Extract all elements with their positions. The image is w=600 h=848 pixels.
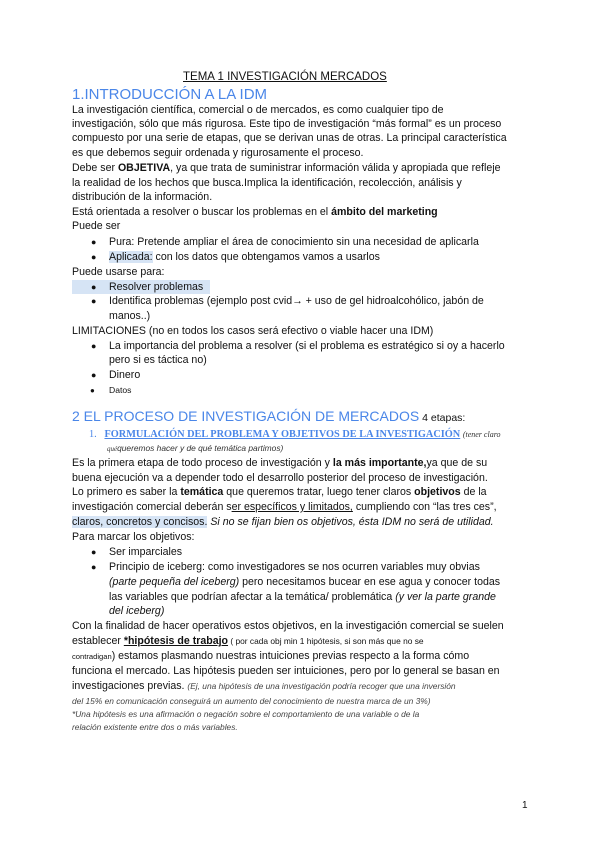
objetiva-paragraph: Debe ser OBJETIVA, ya que trata de suministrar información válida y apropiada que refleje (72, 162, 501, 174)
intro-paragraph-line: es que debemos seguir ordenada y rigurosamente el proceso. (72, 147, 364, 159)
stage1-paragraph-line: Lo primero es saber la temática que queremos tratar, luego tener claros objetivos de la (72, 486, 487, 498)
uses-label: Puede usarse para: (72, 266, 165, 278)
hypothesis-definition-line: relación existente entre dos o más variables. (72, 722, 238, 732)
limitation-item: Dinero (109, 369, 141, 381)
subsection-heading: 1. FORMULACIÓN DEL PROBLEMA Y OBJETIVOS DE LA INVESTIGACIÓN (tener claro (89, 429, 501, 440)
page-number: 1 (522, 800, 528, 811)
bullet-icon: ● (91, 282, 97, 292)
subsection-note: quéqueremos hacer y de qué temática partimos) (107, 443, 284, 453)
objetiva-paragraph-line: la realidad de los hechos que busca.Implica la identificación, recolección, análisis y (72, 177, 462, 189)
bullet-icon: ● (91, 341, 97, 351)
objective-item: Ser imparciales (109, 546, 183, 558)
bullet-icon: ● (90, 386, 95, 395)
objective-item-line: (parte pequeña del iceberg) pero necesitamos bucear en ese agua y conocer todas (109, 576, 501, 588)
use-item: Identifica problemas (ejemplo post cvid→ + uso de gel hidroalcohólico, jabón de (109, 295, 484, 307)
type-aplicada: Aplicada: con los datos que obtengamos vamos a usarlos (109, 251, 380, 263)
objetiva-paragraph-line: distribución de la información. (72, 191, 213, 203)
section-2-heading: 2 EL PROCESO DE INVESTIGACIÓN DE MERCADOS 4 etapas: (72, 408, 466, 424)
hypothesis-paragraph-line: funciona el mercado. Las hipótesis pueden ser intuiciones, pero por lo general se basan en (72, 665, 500, 677)
document-title: TEMA 1 INVESTIGACIÓN MERCADOS (183, 71, 387, 83)
limitation-item: Datos (109, 385, 132, 395)
hypothesis-paragraph-line: establecer *hipótesis de trabajo ( por cada obj min 1 hipótesis, si son más que no se (72, 635, 424, 647)
limitations-label: LIMITACIONES (no en todos los casos será efectivo o viable hacer una IDM) (72, 325, 434, 337)
bullet-icon: ● (91, 562, 97, 572)
puede-ser-label: Puede ser (72, 220, 121, 232)
stage1-paragraph-line: buena ejecución va a depender todo el desarrollo posterior del proceso de investigación. (72, 472, 488, 484)
stage1-paragraph-line: claros, concretos y concisos. Si no se fijan bien os objetivos, ésta IDM no será de utilidad. (72, 516, 494, 528)
bullet-icon: ● (91, 296, 97, 306)
hypothesis-paragraph-line: investigaciones previas. (Ej, una hipótesis de una investigación podría recoger que una inversión (72, 680, 456, 692)
type-pura: Pura: Pretende ampliar el área de conocimiento sin una necesidad de aplicarla (109, 236, 479, 248)
bullet-icon: ● (91, 237, 97, 247)
limitation-item: La importancia del problema a resolver (si el problema es estratégico si oy a hacerlo (109, 340, 505, 352)
intro-paragraph-line: compuesto por una serie de etapas, que se derivan unas de otras. La principal característica (72, 132, 507, 144)
hypothesis-example-line: del 15% en comunicación conseguirá un aumento del conocimiento de nuestra marca de un 3%) (72, 696, 431, 706)
bullet-icon: ● (91, 252, 97, 262)
intro-paragraph-line: La investigación científica, comercial o de mercados, es como cualquier tipo de (72, 104, 444, 116)
stage1-paragraph: Es la primera etapa de todo proceso de investigación y la más importante,ya que de su (72, 457, 488, 469)
objective-item: Principio de iceberg: como investigadores se nos ocurren variables muy obvias (109, 561, 480, 573)
marketing-paragraph: Está orientada a resolver o buscar los problemas en el ámbito del marketing (72, 206, 438, 218)
intro-paragraph-line: investigación, sólo que más rigurosa. Este tipo de investigación “más formal” es un proceso (72, 118, 502, 130)
hypothesis-definition-line: *Una hipótesis es una afirmación o negación sobre el comportamiento de una variable o de la (72, 709, 420, 719)
section-1-heading: 1.INTRODUCCIÓN A LA IDM (72, 86, 268, 103)
use-item: Resolver problemas (109, 281, 204, 293)
objective-item-line: del iceberg) (109, 605, 165, 617)
objectives-label: Para marcar los objetivos: (72, 531, 195, 543)
objective-item-line: las variables que podrían afectar a la temática/ problemática (y ver la parte grande (109, 591, 496, 603)
limitation-item-continuation: pero si es táctica no) (109, 354, 207, 366)
hypothesis-paragraph: Con la finalidad de hacer operativos estos objetivos, en la investigación comercial se suelen (72, 620, 504, 632)
hypothesis-paragraph-line: contradigan) estamos plasmando nuestras intuiciones previas respecto a la forma cómo (72, 650, 470, 662)
stage1-paragraph-line: investigación comercial deberán ser específicos y limitados, cumpliendo con “las tres ces”, (72, 501, 497, 513)
bullet-icon: ● (91, 547, 97, 557)
bullet-icon: ● (91, 370, 97, 380)
use-item-continuation: manos..) (109, 310, 151, 322)
